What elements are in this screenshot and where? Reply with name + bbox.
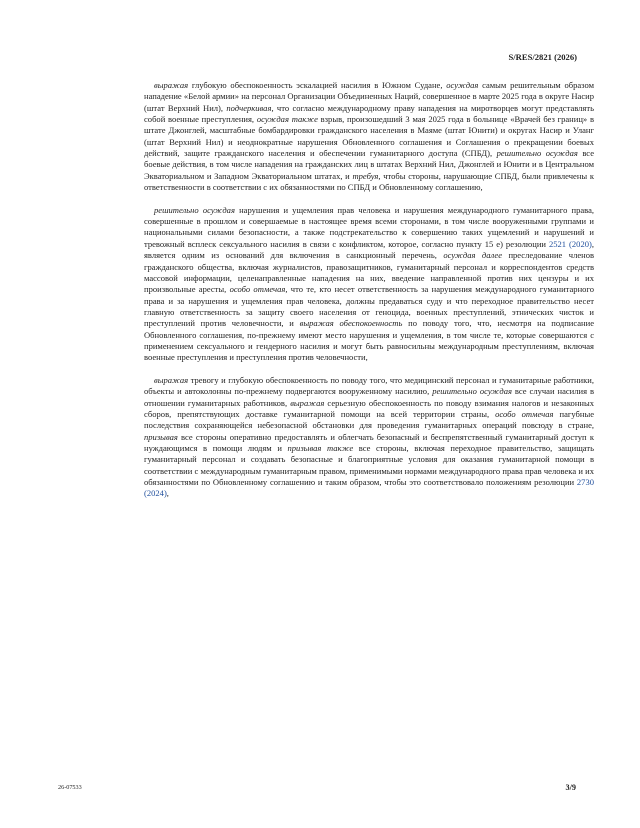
paragraph-text: все случаи насилия в отношении гуманитарных работников, <box>144 386 595 408</box>
page-number: 3/9 <box>565 783 576 792</box>
paragraph-text: нарушения и ущемления прав человека и нарушения международного гуманитарного права, совершенные в прошлом и совершаемые в настоящее время всеми сторонами, в том числе вооруженными группами и национальными силами безопасности, а также подстрекательство к совершению таких ущемлений и нарушений и тревожный всплеск сексуального насилия в связи с конфликтом, которое, согласно пункту 15 e) резолюции <box>144 204 595 249</box>
paragraph-text: , что согласно международному праву нападения на миротворцев могут представлять собой военные преступления, <box>144 102 594 125</box>
operative-phrase: требуя <box>352 170 379 181</box>
operative-phrase: выражая <box>290 397 325 408</box>
preambular-paragraph-2 <box>144 205 594 364</box>
paragraph-text: преследование членов гражданского общества, включая журналистов, правозащитников, гуманитарный персонал и корреспондентов средств массовой информации, целенаправленные нападения на них, введение направленной против них цензуры и их произвольные аресты, <box>144 250 595 295</box>
operative-phrase: призывая также <box>287 443 354 453</box>
operative-phrase: выражая <box>154 80 189 90</box>
paragraph-text: серьезную обеспокоенность по поводу взимания налогов и незаконных сборов, препятствующих доставке гуманитарной помощи на всей территории страны, <box>144 397 594 419</box>
operative-phrase: решительно осуждая <box>154 204 235 215</box>
operative-phrase: подчеркивая <box>226 102 272 113</box>
paragraph-text: глубокую обеспокоенность эскалацией насилия в Южном Судане, <box>188 80 447 90</box>
paragraph-text: все стороны оперативно предоставлять и облегчать безопасный и беспрепятственный гуманитарный доступ к нуждающимся в помощи людям и <box>144 431 594 453</box>
operative-phrase: призывая <box>144 431 178 442</box>
operative-phrase: осуждая далее <box>443 250 503 261</box>
paragraph-text: , является одним из оснований для включения в санкционный перечень, <box>144 238 594 261</box>
document-code: 26-07533 <box>58 784 82 791</box>
paragraph-text: тревогу и глубокую обеспокоенность по поводу того, что медицинский персонал и гуманитарные работники, объекты и автоколонны по-прежнему подвергаются вооруженному насилию, <box>144 374 594 397</box>
paragraph-text: по поводу того, что, несмотря на подписание Обновленного соглашения, по-прежнему имеют место нарушения и ущемления, в том числе те, которые совершаются с применением сексуального и гендерного насилия и могут быть равносильны международным преступлениям, включая военные преступления и преступления против человечности, <box>144 318 594 363</box>
preambular-paragraph-1 <box>144 80 594 193</box>
resolution-link[interactable]: 2521 (2020) <box>548 238 592 249</box>
paragraph-text: , что те, кто несет ответственность за нарушения международного гуманитарного права и за нарушения и ущемления прав человека, должны предаваться суду и что переходное правительство несет главную ответственность за защиту своего населения от геноцида, военных преступлений, этнических чисток и преступлений против человечности, и <box>144 284 594 329</box>
resolution-link[interactable]: 2730 (2024) <box>144 477 594 499</box>
operative-phrase: выражая обеспокоенность <box>299 318 403 329</box>
paragraph-text: пагубные последствия сохраняющейся небезопасной обстановки для проведения гуманитарных операций повсюду в стране, <box>144 408 594 431</box>
paragraph-text: самым решительным образом нападение «Белой армии» на персонал Организации Объединенных Наций, совершенное в марте 2025 года в округе Насир (штат Верхний Нил), <box>144 80 594 113</box>
operative-phrase: осуждая <box>446 80 479 90</box>
operative-phrase: особо отмечая <box>229 284 286 295</box>
operative-phrase: особо отмечая <box>495 408 554 419</box>
paragraph-text: , чтобы стороны, нарушающие СПБД, были привлечены к ответственности в соответствии с их обязанностями по СПБД и Обновленному соглашению, <box>144 170 594 193</box>
resolution-body <box>144 80 594 511</box>
paragraph-text: взрыв, произошедший 3 мая 2025 года в больнице «Врачей без границ» в штате Джонглей, масштабные бомбардировки гражданского населения в Маяме (штат Юнити) и округах Насир и Уланг (штат Верхний Нил) и неоднократные нарушения Обновленного соглашения и Соглашения о прекращении боевых действий, защите гражданского населения и обеспечении гуманитарного доступа (СПБД), <box>144 114 594 159</box>
operative-phrase: решительно осуждая <box>496 148 578 159</box>
paragraph-text: , <box>166 488 169 499</box>
document-symbol: S/RES/2821 (2026) <box>508 52 577 62</box>
preambular-paragraph-3 <box>144 375 594 500</box>
paragraph-text: все стороны, включая переходное правительство, защищать гуманитарный персонал и создавать безопасные и благоприятные условия для оказания гуманитарной помощи в соответствии с международным гуманитарным правом, применимыми нормами международного права прав человека и их обязанностями по Обновленному соглашению и таким образом, чтобы это соответствовало положениям резолюции <box>144 443 594 488</box>
paragraph-text: все боевые действия, в том числе нападения на гражданских лиц в штатах Верхний Нил, Джонглей и Юнити и в Центральном Экваториальном и Западном Экваториальном штатах, и <box>144 148 594 181</box>
operative-phrase: осуждая также <box>256 114 318 125</box>
operative-phrase: решительно осуждая <box>432 386 512 397</box>
operative-phrase: выражая <box>154 374 189 385</box>
